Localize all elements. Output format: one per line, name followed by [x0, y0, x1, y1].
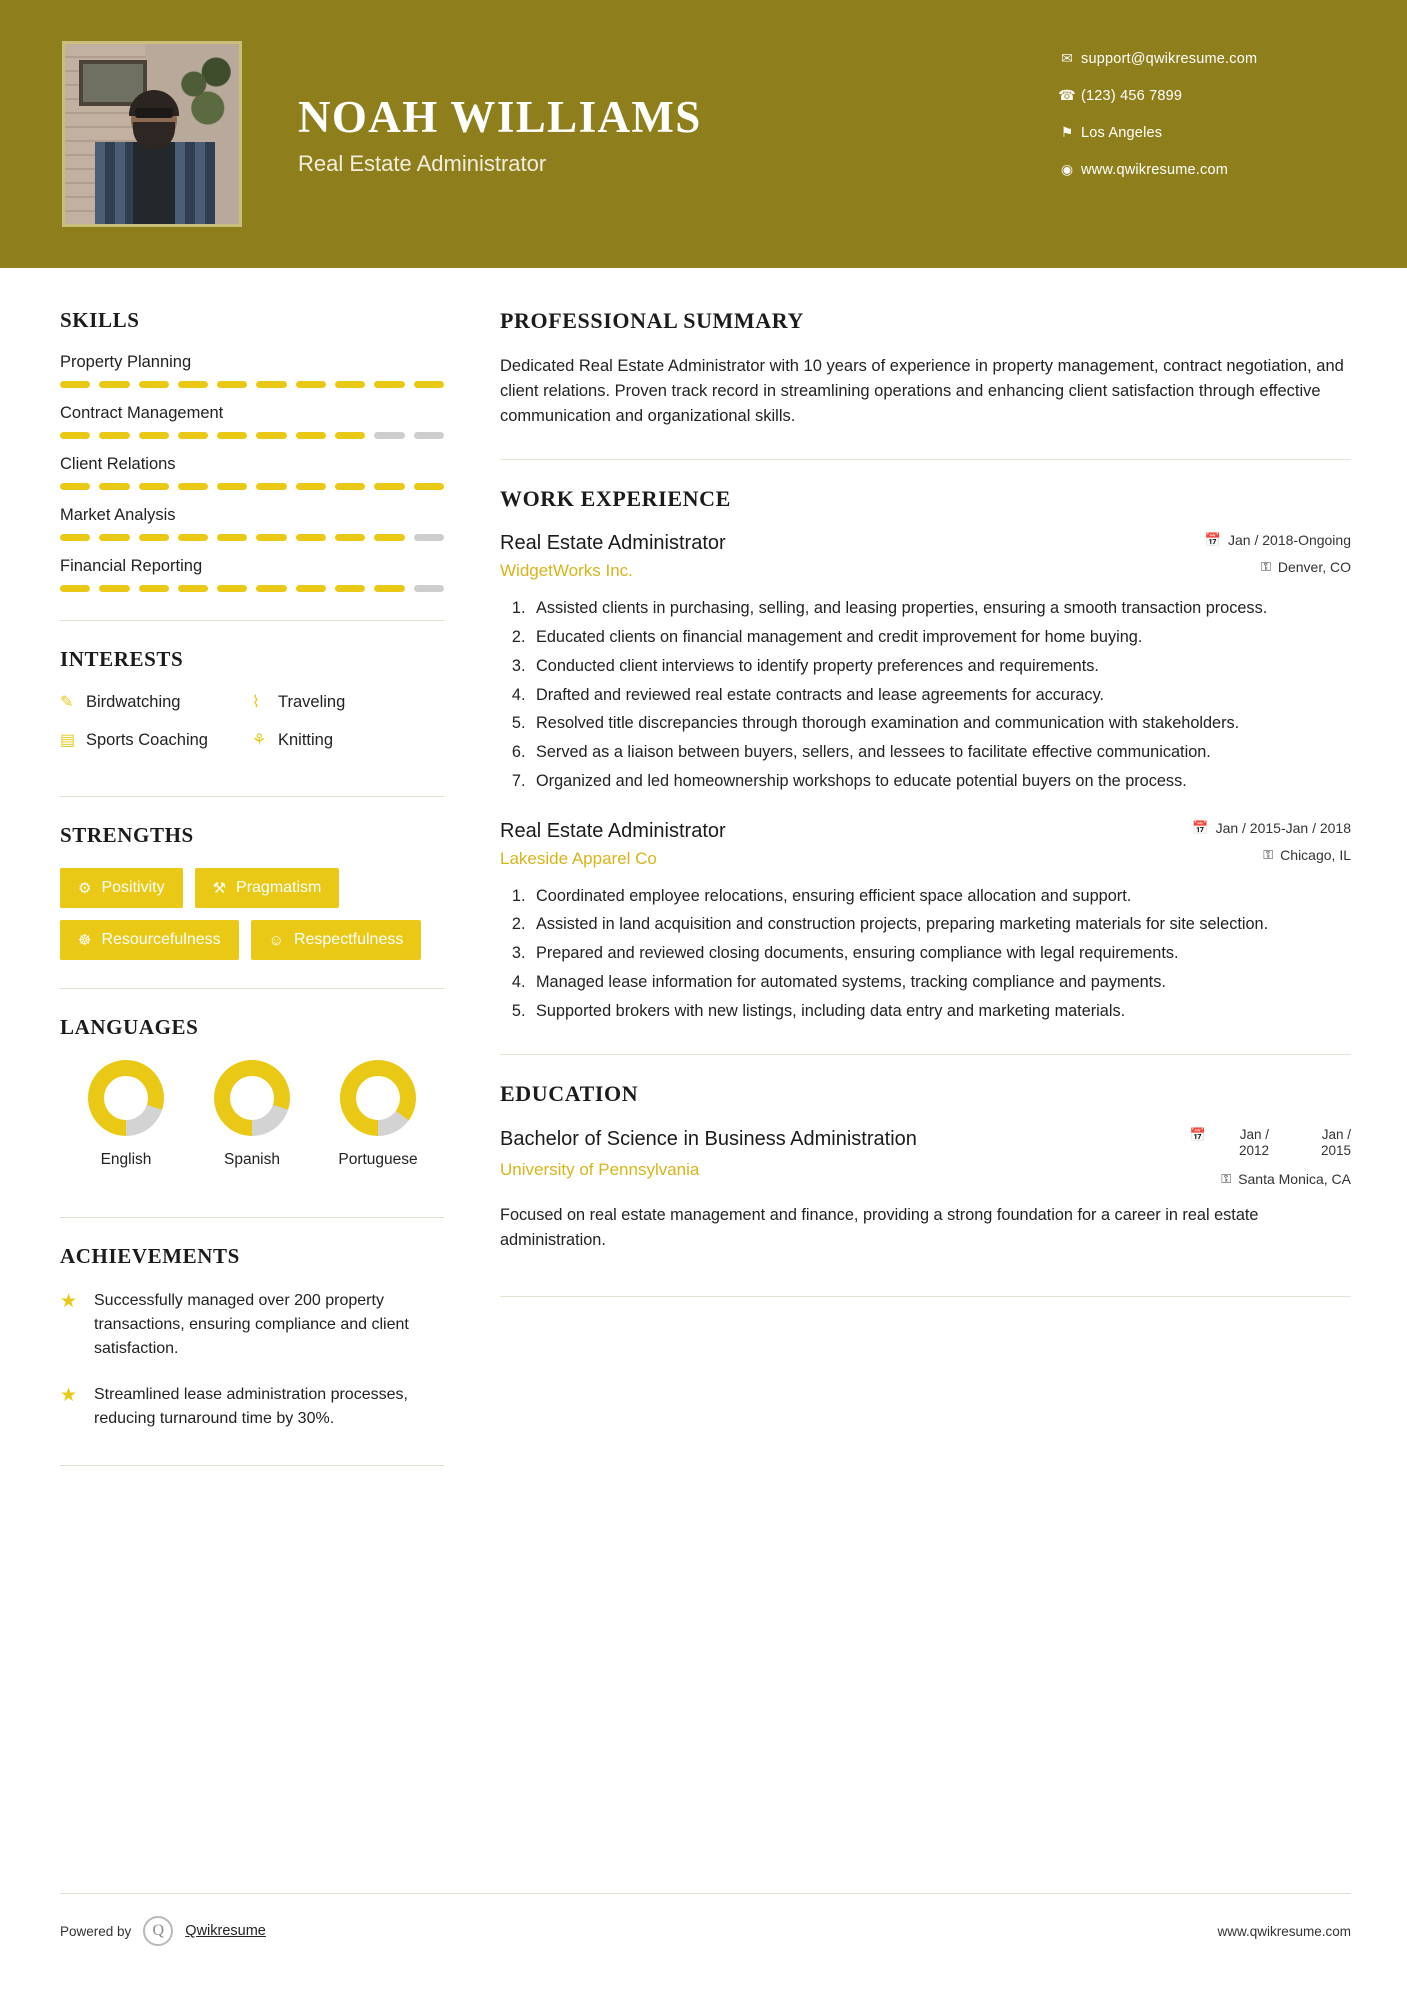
skill-dash	[335, 381, 365, 388]
divider	[500, 1054, 1351, 1055]
languages-list	[60, 1060, 444, 1171]
strength-label: Respectfulness	[293, 931, 404, 948]
divider	[60, 1217, 444, 1218]
handshake-icon: ☺	[268, 931, 284, 949]
candidate-name: NOAH WILLIAMS	[298, 92, 702, 142]
interest-item	[252, 730, 444, 750]
strength-chip	[251, 920, 422, 960]
language-item	[192, 1060, 312, 1171]
skill-dash	[414, 534, 444, 541]
globe-icon: ◉	[1060, 161, 1074, 177]
skill-dash	[99, 534, 129, 541]
skill-dash	[217, 534, 247, 541]
job-bullet: 2. Assisted in land acquisition and construction projects, preparing marketing materials for site selection.	[530, 913, 1351, 937]
achievements-section-title: ACHIEVEMENTS	[60, 1243, 240, 1268]
skill-dash	[217, 483, 247, 490]
skill-dash	[414, 381, 444, 388]
skill-dash	[139, 432, 169, 439]
job-bullet: 1. Coordinated employee relocations, ensuring efficient space allocation and support.	[530, 885, 1351, 909]
education-school: University of Pennsylvania	[500, 1159, 700, 1179]
location-pin-icon: ⚿	[1260, 559, 1271, 575]
job-bullet: 5. Resolved title discrepancies through thorough examination and communication with stakeholders.	[530, 712, 1351, 736]
skill-dash	[296, 534, 326, 541]
calendar-icon: 📅	[1189, 1126, 1206, 1142]
qwikresume-link[interactable]: Qwikresume	[185, 1923, 266, 1939]
language-item	[318, 1060, 438, 1171]
language-label: Portuguese	[338, 1151, 418, 1168]
education-end-date: Jan / 2015	[1320, 1126, 1351, 1159]
skill-dash	[139, 534, 169, 541]
skill-dash	[374, 483, 404, 490]
calendar-icon: 📅	[1192, 819, 1209, 835]
skill-rating	[60, 483, 444, 490]
work-entry	[500, 532, 1351, 793]
skill-dash	[414, 432, 444, 439]
strengths-list	[60, 868, 444, 960]
job-company: Lakeside Apparel Co	[500, 848, 657, 868]
skill-dash	[374, 585, 404, 592]
footer	[60, 1893, 1351, 1946]
job-location: Chicago, IL	[1280, 846, 1351, 863]
strength-chip	[60, 920, 239, 960]
skill-dash	[178, 585, 208, 592]
education-start-date: Jan / 2012	[1238, 1126, 1269, 1159]
candidate-job-title: Real Estate Administrator	[298, 151, 547, 176]
job-bullet: 5. Supported brokers with new listings, including data entry and marketing materials.	[530, 1000, 1351, 1024]
summary-text: Dedicated Real Estate Administrator with 10 years of experience in property management, contract negotiation, and client relations. Proven track record in streamlining operations and enhancing client satisfaction through effective communication and organizational skills.	[500, 357, 1344, 426]
resume-header	[0, 0, 1407, 268]
cogs-icon: ☸	[78, 932, 92, 949]
language-donut	[88, 1060, 164, 1136]
divider	[60, 620, 444, 621]
divider	[60, 1465, 444, 1466]
achievement-item	[60, 1383, 444, 1431]
divider	[500, 1296, 1351, 1297]
strength-chip	[195, 868, 340, 908]
skill-label: Financial Reporting	[60, 557, 203, 575]
skill-dash	[335, 483, 365, 490]
interest-item	[60, 730, 252, 750]
education-entry	[500, 1127, 1351, 1253]
footer-website: www.qwikresume.com	[1217, 1923, 1351, 1939]
skill-dash	[256, 585, 286, 592]
skill-dash	[99, 483, 129, 490]
main-content	[500, 268, 1407, 1466]
interest-item	[252, 692, 444, 712]
strength-label: Pragmatism	[236, 879, 322, 896]
calendar-icon: 📅	[1204, 532, 1222, 548]
avatar	[62, 41, 242, 227]
avatar-image	[65, 44, 239, 224]
contact-email-text: support@qwikresume.com	[1081, 50, 1258, 67]
skill-dash	[374, 534, 404, 541]
interest-label: Traveling	[278, 692, 346, 711]
interest-label: Birdwatching	[86, 692, 181, 711]
skill-dash	[60, 585, 90, 592]
language-label: English	[100, 1151, 152, 1168]
job-bullet: 3. Prepared and reviewed closing documents, ensuring compliance with legal requirements.	[530, 942, 1351, 966]
job-role: Real Estate Administrator	[500, 819, 726, 842]
job-bullet: 4. Managed lease information for automated systems, tracking compliance and payments.	[530, 971, 1351, 995]
phone-icon: ☎	[1058, 87, 1076, 103]
skill-dash	[335, 534, 365, 541]
skill-dash	[60, 381, 90, 388]
skill-dash	[217, 585, 247, 592]
skill-dash	[296, 432, 326, 439]
work-section-title: WORK EXPERIENCE	[500, 486, 731, 512]
skill-dash	[256, 432, 286, 439]
skill-rating	[60, 534, 444, 541]
interest-label: Sports Coaching	[86, 730, 208, 749]
divider	[60, 796, 444, 797]
achievements-list	[60, 1289, 444, 1431]
skill-dash	[139, 483, 169, 490]
skills-section-title: SKILLS	[60, 308, 140, 332]
skill-dash	[178, 483, 208, 490]
job-role: Real Estate Administrator	[500, 532, 726, 555]
location-pin-icon: ⚿	[1221, 1171, 1232, 1187]
skill-label: Contract Management	[60, 404, 224, 422]
skill-label: Market Analysis	[60, 506, 176, 524]
strength-label: Positivity	[101, 879, 165, 896]
skill-label: Client Relations	[60, 455, 176, 473]
skill-dash	[335, 585, 365, 592]
powered-by-label: Powered by	[60, 1923, 132, 1939]
achievement-text: Successfully managed over 200 property transactions, ensuring compliance and client satisfaction.	[94, 1291, 409, 1357]
skill-item	[60, 557, 444, 592]
contact-location	[1053, 124, 1353, 141]
job-bullets	[530, 597, 1351, 793]
interest-label: Knitting	[278, 730, 334, 749]
skill-dash	[296, 483, 326, 490]
skill-item	[60, 455, 444, 490]
location-pin-icon: ⚿	[1263, 846, 1274, 862]
skill-label: Property Planning	[60, 353, 192, 371]
briefcase-icon: ▤	[60, 732, 76, 749]
summary-section-title: PROFESSIONAL SUMMARY	[500, 308, 804, 333]
skill-dash	[99, 585, 129, 592]
contact-phone[interactable]	[1053, 87, 1353, 104]
divider	[500, 459, 1351, 460]
skill-dash	[296, 585, 326, 592]
job-dates: Jan / 2018-Ongoing	[1228, 532, 1351, 549]
language-item	[66, 1060, 186, 1171]
contact-phone-text: (123) 456 7899	[1081, 87, 1183, 104]
skill-dash	[60, 432, 90, 439]
trophy-icon: ⚘	[252, 732, 267, 749]
binoculars-icon: ⌇	[252, 694, 260, 711]
interests-section-title: INTERESTS	[60, 647, 184, 671]
job-bullet: 4. Drafted and reviewed real estate contracts and lease agreements for accuracy.	[530, 684, 1351, 708]
skill-dash	[374, 432, 404, 439]
job-location: Denver, CO	[1277, 559, 1351, 576]
skill-dash	[414, 483, 444, 490]
skill-dash	[256, 534, 286, 541]
achievement-item	[60, 1289, 444, 1361]
job-bullet: 7. Organized and led homeownership workshops to educate potential buyers on the process.	[530, 770, 1351, 794]
bird-icon: ✎	[60, 694, 74, 711]
education-location: Santa Monica, CA	[1238, 1171, 1351, 1188]
sidebar	[0, 268, 500, 1466]
job-bullet: 3. Conducted client interviews to identify property preferences and requirements.	[530, 655, 1351, 679]
strength-chip	[60, 868, 183, 908]
contact-location-text: Los Angeles	[1081, 124, 1163, 141]
education-degree: Bachelor of Science in Business Administration	[500, 1127, 917, 1150]
skill-rating	[60, 585, 444, 592]
strengths-section-title: STRENGTHS	[60, 823, 194, 847]
skill-dash	[296, 381, 326, 388]
work-entry	[500, 820, 1351, 1024]
contact-website-text: www.qwikresume.com	[1081, 161, 1229, 178]
location-pin-icon: ⚑	[1060, 124, 1074, 140]
languages-section-title: LANGUAGES	[60, 1015, 199, 1039]
skill-rating	[60, 432, 444, 439]
skill-dash	[217, 432, 247, 439]
skill-dash	[414, 585, 444, 592]
interests-list	[60, 692, 444, 768]
language-label: Spanish	[223, 1151, 280, 1168]
name-block	[298, 91, 702, 177]
star-icon: ★	[60, 1290, 78, 1312]
skill-dash	[178, 381, 208, 388]
star-icon: ★	[60, 1384, 78, 1406]
wrench-icon: ⚒	[212, 880, 227, 897]
job-dates: Jan / 2015-Jan / 2018	[1215, 819, 1351, 836]
skill-dash	[139, 381, 169, 388]
skill-dash	[60, 483, 90, 490]
skill-item	[60, 404, 444, 439]
contact-website[interactable]	[1053, 161, 1353, 178]
strength-label: Resourcefulness	[101, 931, 221, 948]
skill-dash	[217, 381, 247, 388]
interest-item	[60, 692, 252, 712]
job-company: WidgetWorks Inc.	[500, 561, 633, 581]
job-bullet: 2. Educated clients on financial management and credit improvement for home buying.	[530, 626, 1351, 650]
skill-dash	[178, 534, 208, 541]
skill-rating	[60, 381, 444, 388]
achievement-text: Streamlined lease administration processes, reducing turnaround time by 30%.	[94, 1385, 408, 1427]
qwikresume-logo-icon: Q	[143, 1916, 173, 1946]
contact-email[interactable]	[1053, 50, 1353, 67]
skill-dash	[99, 381, 129, 388]
envelope-icon: ✉	[1061, 50, 1073, 66]
skill-item	[60, 353, 444, 388]
skill-dash	[60, 534, 90, 541]
language-donut	[214, 1060, 290, 1136]
divider	[60, 988, 444, 989]
skills-list	[60, 353, 444, 592]
job-bullet: 1. Assisted clients in purchasing, selling, and leasing properties, ensuring a smooth transaction process.	[530, 597, 1351, 621]
skill-dash	[374, 381, 404, 388]
skill-dash	[256, 381, 286, 388]
job-bullets	[530, 885, 1351, 1024]
education-section-title: EDUCATION	[500, 1080, 639, 1106]
education-description: Focused on real estate management and finance, providing a strong foundation for a career in real estate administration.	[500, 1206, 1259, 1249]
skill-dash	[178, 432, 208, 439]
skill-item	[60, 506, 444, 541]
job-bullet: 6. Served as a liaison between buyers, sellers, and lessees to facilitate effective communication.	[530, 741, 1351, 765]
skill-dash	[99, 432, 129, 439]
skill-dash	[256, 483, 286, 490]
contact-list	[1053, 50, 1353, 198]
skill-dash	[335, 432, 365, 439]
language-donut	[340, 1060, 416, 1136]
gear-icon: ⚙	[78, 880, 92, 897]
skill-dash	[139, 585, 169, 592]
